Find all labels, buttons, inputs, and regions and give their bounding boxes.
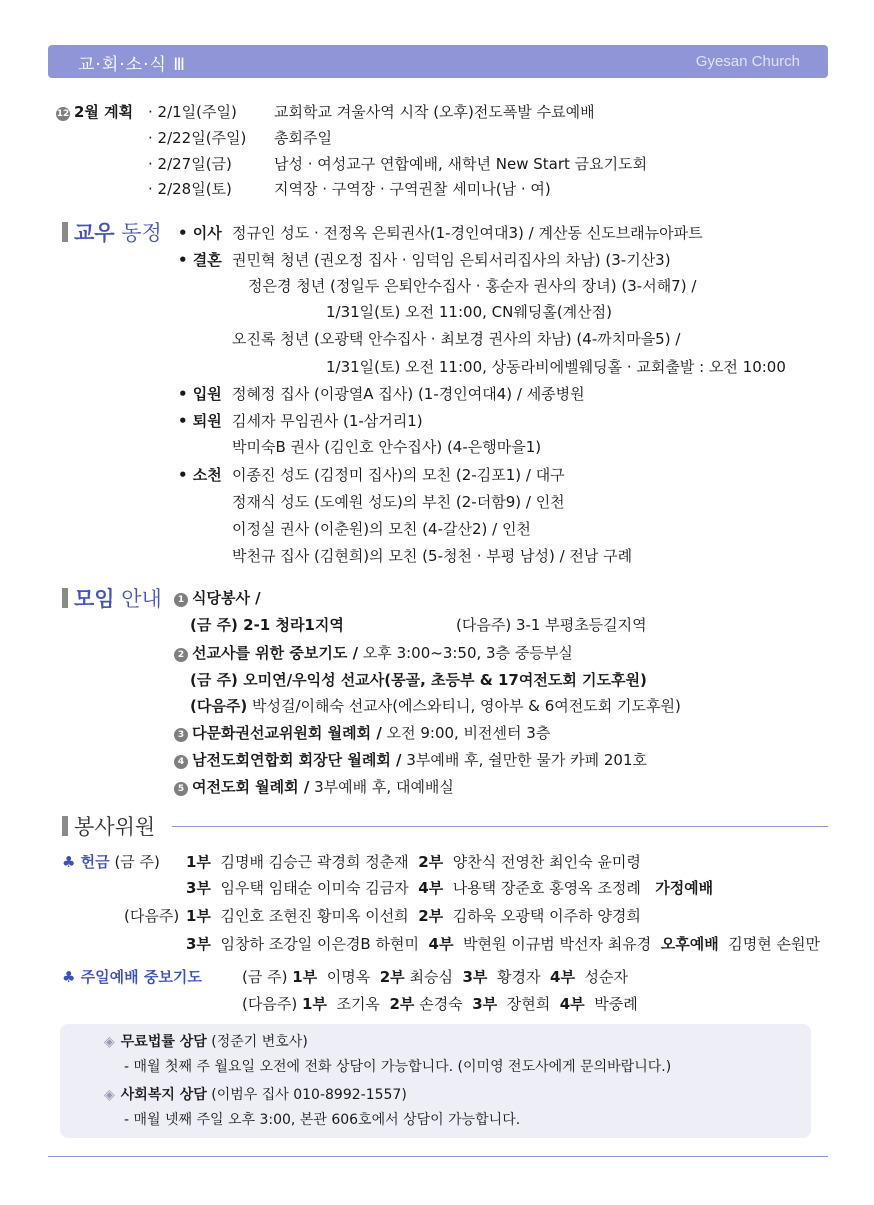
feb-item-date: · 2/28일(토): [148, 180, 232, 198]
feb-item-date: · 2/1일(주일): [148, 103, 237, 121]
legal-consult-title: 무료법률 상담: [120, 1034, 207, 1050]
offering-title: ♣ 헌금: [62, 853, 110, 871]
names: 김인호 조현진 황미옥 이선희: [220, 907, 409, 925]
member-line: 박천규 집사 (김현희)의 모친 (5-청천 · 부평 남성) / 전남 구례: [232, 547, 633, 565]
feb-item-text: 교회학교 겨울사역 시작 (오후)전도폭발 수료예배: [274, 103, 595, 121]
meeting-this-week: (금 주) 오미연/우익성 선교사(몽골, 초등부 & 17여전도회 기도후원): [190, 671, 647, 689]
names: 김명현 손원만: [728, 935, 820, 953]
names: 최승심: [409, 968, 453, 986]
offering-row: [186, 878, 713, 898]
member-label: • 입원: [178, 385, 222, 403]
meeting-detail: 3부예배 후, 대예배실: [314, 778, 454, 796]
member-label: • 이사: [178, 224, 222, 242]
service-label: 2부: [418, 907, 444, 925]
volunteers-section-title: [62, 814, 155, 840]
service-label: 4부: [428, 935, 454, 953]
service-label: 4부: [418, 879, 444, 897]
names: 박중례: [594, 995, 638, 1013]
service-label: 2부: [418, 853, 444, 871]
meeting-item: [174, 588, 261, 608]
meeting-item: [174, 723, 550, 743]
header-band: [48, 45, 828, 78]
service-label: 3부: [186, 935, 211, 953]
feb-item-text: 남성 · 여성교구 연합예배, 새학년 New Start 금요기도회: [274, 155, 648, 173]
offering-row: [186, 906, 641, 926]
meeting-detail: 오후 3:00~3:50, 3층 중등부실: [362, 644, 573, 662]
legal-consult-heading: [104, 1032, 308, 1052]
service-label: 1부: [301, 995, 327, 1013]
service-label: 3부: [462, 968, 488, 986]
meeting-next-week: (다음주) 3-1 부평초등길지역: [456, 616, 647, 634]
member-label: • 퇴원: [178, 412, 222, 430]
member-line: 박미숙B 권사 (김인호 안수집사) (4-은행마을1): [232, 438, 542, 456]
prayer-title: ♣ 주일예배 중보기도: [62, 968, 202, 986]
feb-item-text: 지역장 · 구역장 · 구역권찰 세미나(남 · 여): [274, 180, 551, 198]
meeting-title: 남전도회연합회 회장단 월례회 /: [192, 751, 402, 769]
meeting-item: [174, 777, 454, 797]
service-label: 1부: [186, 907, 211, 925]
names: 조기옥: [336, 995, 380, 1013]
meeting-title: 선교사를 위한 중보기도 /: [192, 644, 359, 662]
names: 성순자: [584, 968, 628, 986]
next-week-text: 박성걸/이해숙 선교사(에스와티니, 영아부 & 6여전도회 기도후원): [251, 697, 681, 715]
prayer-label: [62, 967, 202, 987]
welfare-consult-who: (이범우 집사 010-8992-1557): [211, 1087, 407, 1103]
names: 황경자: [496, 968, 541, 986]
feb-item-date: · 2/22일(주일): [148, 129, 247, 147]
service-label: 4부: [550, 968, 575, 986]
welfare-consult-text: - 매월 넷째 주일 오후 3:00, 본관 606호에서 상담이 가능합니다.: [124, 1112, 521, 1128]
names: 나용택 장준호 홍영옥 조정례: [452, 879, 641, 897]
members-section-title: [62, 220, 162, 246]
next-week-label: (다음주): [242, 995, 298, 1013]
names: 임창하 조강일 이은경B 하현미: [220, 935, 419, 953]
meeting-detail: 3부예배 후, 쉴만한 물가 카페 201호: [406, 751, 647, 769]
service-label: 3부: [186, 879, 211, 897]
member-line: 1/31일(토) 오전 11:00, 상동라비에벨웨딩홀 · 교회출발 : 오전 10:00: [326, 358, 786, 376]
section-bar: [62, 222, 68, 242]
service-label: 2부: [379, 968, 405, 986]
names: 손경숙: [419, 995, 463, 1013]
section-title-main: 모임: [74, 587, 115, 611]
welfare-consult-heading: [104, 1085, 407, 1105]
names: 양찬식 전영찬 최인숙 윤미령: [452, 853, 641, 871]
names: 김하욱 오광택 이주하 양경희: [452, 907, 641, 925]
meeting-item: [174, 750, 647, 770]
item-number-badge: 1: [174, 593, 188, 607]
service-label: 1부: [186, 853, 211, 871]
member-line: 정은경 청년 (정일두 은퇴안수집사 · 홍순자 권사의 장녀) (3-서해7) /: [248, 277, 697, 295]
section-bar: [62, 588, 68, 608]
member-line: 정규인 성도 · 전정옥 은퇴권사(1-경인여대3) / 계산동 신도브래뉴아파트: [232, 224, 703, 242]
legal-consult-text: - 매월 첫째 주 월요일 오전에 전화 상담이 가능합니다. (이미영 전도사에게 문의바랍니다.): [124, 1059, 672, 1075]
this-week-label: (금 주): [242, 968, 288, 986]
extra-label: 가정예배: [655, 879, 714, 897]
member-line: 정재식 성도 (도예원 성도)의 부친 (2-더함9) / 인천: [232, 493, 565, 511]
service-label: 2부: [389, 995, 415, 1013]
header-title: 교·회·소·식 Ⅲ: [78, 55, 187, 75]
prayer-row: [242, 994, 638, 1014]
member-line: 이종진 성도 (김정미 집사)의 모친 (2-김포1) / 대구: [232, 466, 565, 484]
footer-divider: [48, 1156, 828, 1157]
section-title-main: 교우: [74, 221, 115, 245]
section-title-sub: 안내: [121, 587, 162, 611]
names: 장현희: [506, 995, 551, 1013]
member-line: 권민혁 청년 (권오정 집사 · 임덕임 은퇴서리집사의 차남) (3-기산3): [232, 251, 671, 269]
service-label: 1부: [292, 968, 318, 986]
member-line: 오진록 청년 (오광택 안수집사 · 최보경 권사의 차남) (4-까치마을5) /: [232, 330, 681, 348]
diamond-icon: ◈: [104, 1087, 115, 1103]
meeting-title: 다문화권선교위원회 월례회 /: [192, 724, 382, 742]
welfare-consult-title: 사회복지 상담: [120, 1087, 207, 1103]
names: 이명옥: [326, 968, 371, 986]
next-week-label: (다음주): [190, 697, 248, 715]
prayer-row: [242, 967, 628, 987]
meeting-title: 식당봉사 /: [192, 589, 261, 607]
service-label: 3부: [472, 995, 498, 1013]
member-line: 1/31일(토) 오전 11:00, CN웨딩홀(계산점): [326, 303, 612, 321]
section-title-sub: 동정: [121, 221, 162, 245]
section-divider: [172, 826, 828, 827]
meetings-section-title: [62, 586, 162, 612]
meeting-item: [174, 643, 573, 663]
member-label: • 결혼: [178, 251, 222, 269]
meeting-detail: 오전 9:00, 비전센터 3층: [386, 724, 551, 742]
service-label: 4부: [559, 995, 585, 1013]
meeting-title: 여전도회 월례회 /: [192, 778, 310, 796]
meeting-this-week: (금 주) 2-1 청라1지역: [190, 616, 344, 634]
names: 임우택 임태순 이미숙 김금자: [220, 879, 409, 897]
section-bar: [62, 816, 68, 836]
this-week-label: (금 주): [114, 853, 160, 871]
offering-row: [186, 934, 820, 954]
meeting-next-week: [190, 696, 681, 716]
item-number-badge: 12: [56, 109, 70, 119]
feb-item-text: 총회주일: [274, 129, 332, 147]
item-number-badge: 2: [174, 648, 188, 662]
names: 박현원 이규범 박선자 최유경: [463, 935, 652, 953]
offering-row: [186, 852, 641, 872]
legal-consult-who: (정준기 변호사): [211, 1034, 308, 1050]
item-number-badge: 3: [174, 728, 188, 742]
item-number-badge: 4: [174, 755, 188, 769]
names: 김명배 김승근 곽경희 정춘재: [220, 853, 409, 871]
diamond-icon: ◈: [104, 1034, 115, 1050]
member-label: • 소천: [178, 466, 222, 484]
member-line: 김세자 무임권사 (1-삼거리1): [232, 412, 423, 430]
feb-plan-title: 2월 계획: [74, 103, 134, 121]
header-church-name: Gyesan Church: [695, 53, 800, 70]
section-title-main: 봉사위원: [74, 815, 156, 839]
extra-label: 오후예배: [660, 935, 719, 953]
member-line: 이정실 권사 (이춘원)의 모친 (4-갈산2) / 인천: [232, 520, 531, 538]
feb-item-date: · 2/27일(금): [148, 155, 232, 173]
offering-label: [62, 852, 160, 872]
item-number-badge: 5: [174, 782, 188, 796]
next-week-label: (다음주): [124, 907, 180, 925]
feb-plan-heading: [56, 102, 133, 122]
member-line: 정혜정 집사 (이광열A 집사) (1-경인여대4) / 세종병원: [232, 385, 585, 403]
